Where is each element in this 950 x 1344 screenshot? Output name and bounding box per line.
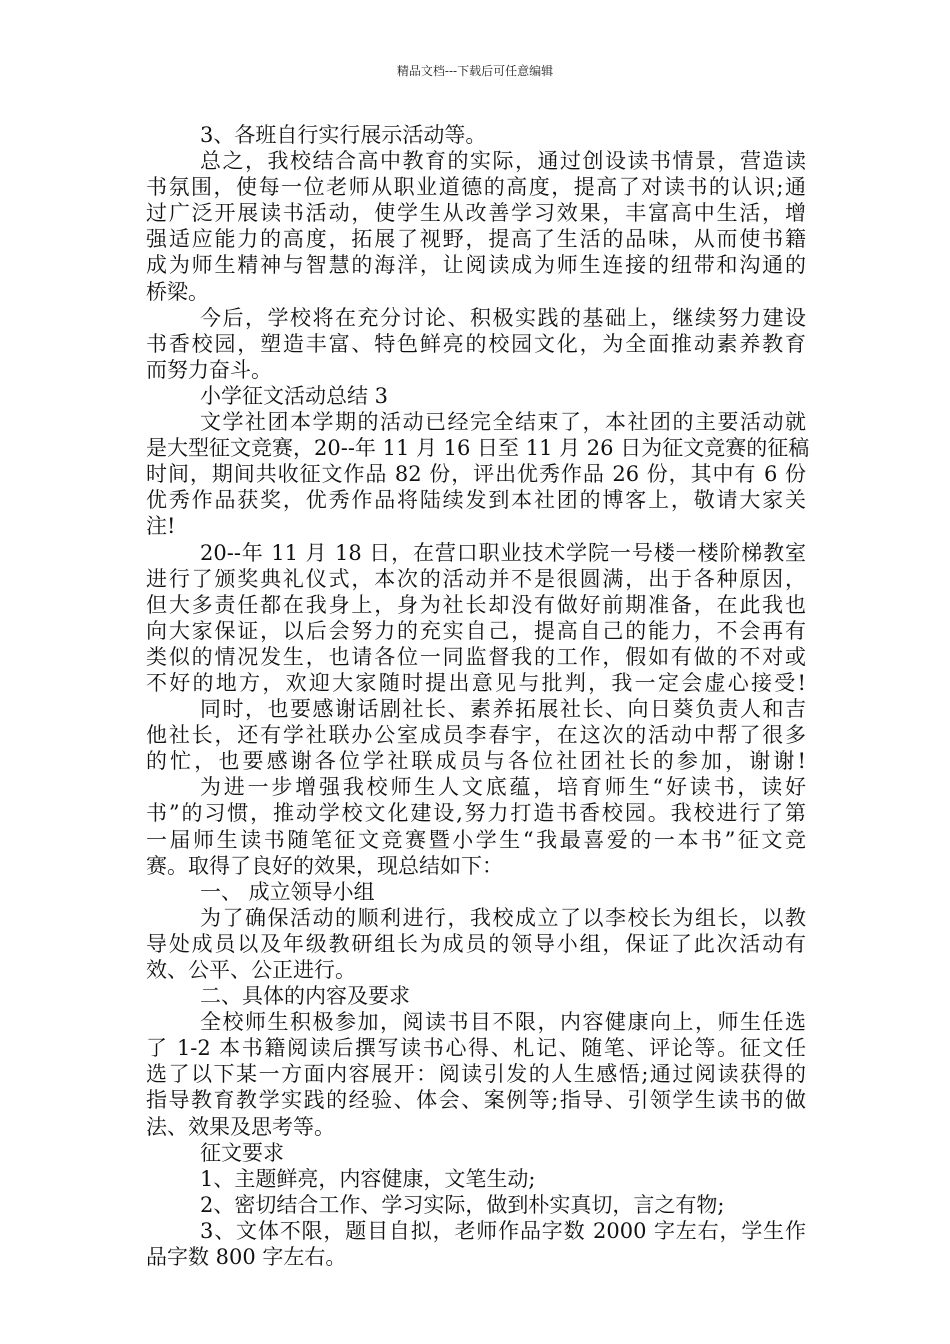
- text-line: 文学社团本学期的活动已经完全结束了，本社团的主要活动就: [200, 410, 806, 435]
- text-line: 一、 成立领导小组: [200, 879, 375, 904]
- text-line: 向大家保证，以后会努力的充实自己，提高自己的能力，不会再有: [146, 618, 806, 643]
- text-line: 他社长，还有学社联办公室成员李春宇，在这次的活动中帮了很多: [146, 723, 806, 748]
- text-line: 不好的地方，欢迎大家随时提出意见与批判，我一定会虚心接受!: [146, 670, 806, 695]
- text-line: 书香校园，塑造丰富、特色鲜亮的校园文化，为全面推动素养教育: [146, 331, 806, 356]
- text-line: 2、密切结合工作、学习实际，做到朴实真切，言之有物;: [200, 1192, 725, 1217]
- text-line: 效、公平、公正进行。: [146, 958, 356, 982]
- text-line: 一届师生读书随笔征文竞赛暨小学生“我最喜爱的一本书”征文竞: [146, 827, 806, 852]
- text-line: 3、各班自行实行展示活动等。: [200, 123, 487, 147]
- text-line: 类似的情况发生，也请各位一同监督我的工作，假如有做的不对或: [146, 644, 806, 669]
- text-line: 桥梁。: [146, 279, 209, 304]
- text-line: 了 1-2 本书籍阅读后撰写读书心得、札记、随笔、评论等。征文任: [146, 1036, 806, 1061]
- text-line: 指导教育教学实践的经验、体会、案例等;指导、引领学生读书的做: [146, 1088, 806, 1113]
- text-line: 而努力奋斗。: [146, 357, 272, 382]
- text-line: 赛。取得了良好的效果，现总结如下：: [146, 853, 503, 878]
- text-line: 强适应能力的高度，拓展了视野，提高了生活的品味，从而使书籍: [146, 227, 806, 252]
- page-header: 精品文档---下载后可任意编辑: [396, 64, 554, 78]
- text-line: 时间，期间共收征文作品 82 份，评出优秀作品 26 份，其中有 6 份: [146, 462, 806, 487]
- text-line: 进行了颁奖典礼仪式，本次的活动并不是很圆满，出于各种原因，: [146, 566, 806, 591]
- text-line: 全校师生积极参加，阅读书目不限，内容健康向上，师生任选: [200, 1010, 806, 1035]
- text-line: 同时，也要感谢话剧社长、素养拓展社长、向日葵负责人和吉: [200, 697, 806, 722]
- text-line: 书”的习惯，推动学校文化建设,努力打造书香校园。我校进行了第: [146, 801, 806, 826]
- text-line: 20--年 11 月 18 日，在营口职业技术学院一号楼一楼阶梯教室: [200, 540, 806, 565]
- text-line: 1、主题鲜亮，内容健康，文笔生动;: [200, 1166, 536, 1191]
- text-line: 的忙，也要感谢各位学社联成员与各位社团社长的参加，谢谢!: [146, 749, 806, 774]
- text-line: 选了以下某一方面内容展开：阅读引发的人生感悟;通过阅读获得的: [146, 1062, 806, 1087]
- text-line: 品字数 800 字左右。: [146, 1245, 347, 1270]
- text-line: 为进一步增强我校师生人文底蕴，培育师生“好读书，读好: [200, 775, 806, 800]
- text-line: 3、文体不限，题目自拟，老师作品字数 2000 字左右，学生作: [200, 1218, 806, 1243]
- text-line: 书氛围，使每一位老师从职业道德的高度，提高了对读书的认识;通: [146, 175, 806, 200]
- text-line: 小学征文活动总结 3: [200, 383, 389, 408]
- text-line: 成为师生精神与智慧的海洋，让阅读成为师生连接的纽带和沟通的: [146, 253, 806, 278]
- text-line: 导处成员以及年级教研组长为成员的领导小组，保证了此次活动有: [146, 931, 806, 956]
- text-line: 为了确保活动的顺利进行，我校成立了以李校长为组长，以教: [200, 905, 806, 930]
- text-line: 法、效果及思考等。: [146, 1114, 335, 1139]
- text-line: 总之，我校结合高中教育的实际，通过创设读书情景，营造读: [200, 149, 806, 174]
- text-line: 过广泛开展读书活动，使学生从改善学习效果，丰富高中生活，增: [146, 201, 806, 226]
- text-line: 注!: [146, 514, 176, 539]
- text-line: 今后，学校将在充分讨论、积极实践的基础上，继续努力建设: [200, 305, 806, 330]
- document-body: [146, 122, 810, 1270]
- text-line: 征文要求: [200, 1140, 284, 1165]
- text-line: 二、具体的内容及要求: [200, 984, 410, 1009]
- text-line: 但大多责任都在我身上，身为社长却没有做好前期准备，在此我也: [146, 592, 806, 617]
- text-line: 优秀作品获奖，优秀作品将陆续发到本社团的博客上，敬请大家关: [146, 488, 806, 513]
- text-line: 是大型征文竞赛，20--年 11 月 16 日至 11 月 26 日为征文竞赛的征稿: [146, 436, 810, 461]
